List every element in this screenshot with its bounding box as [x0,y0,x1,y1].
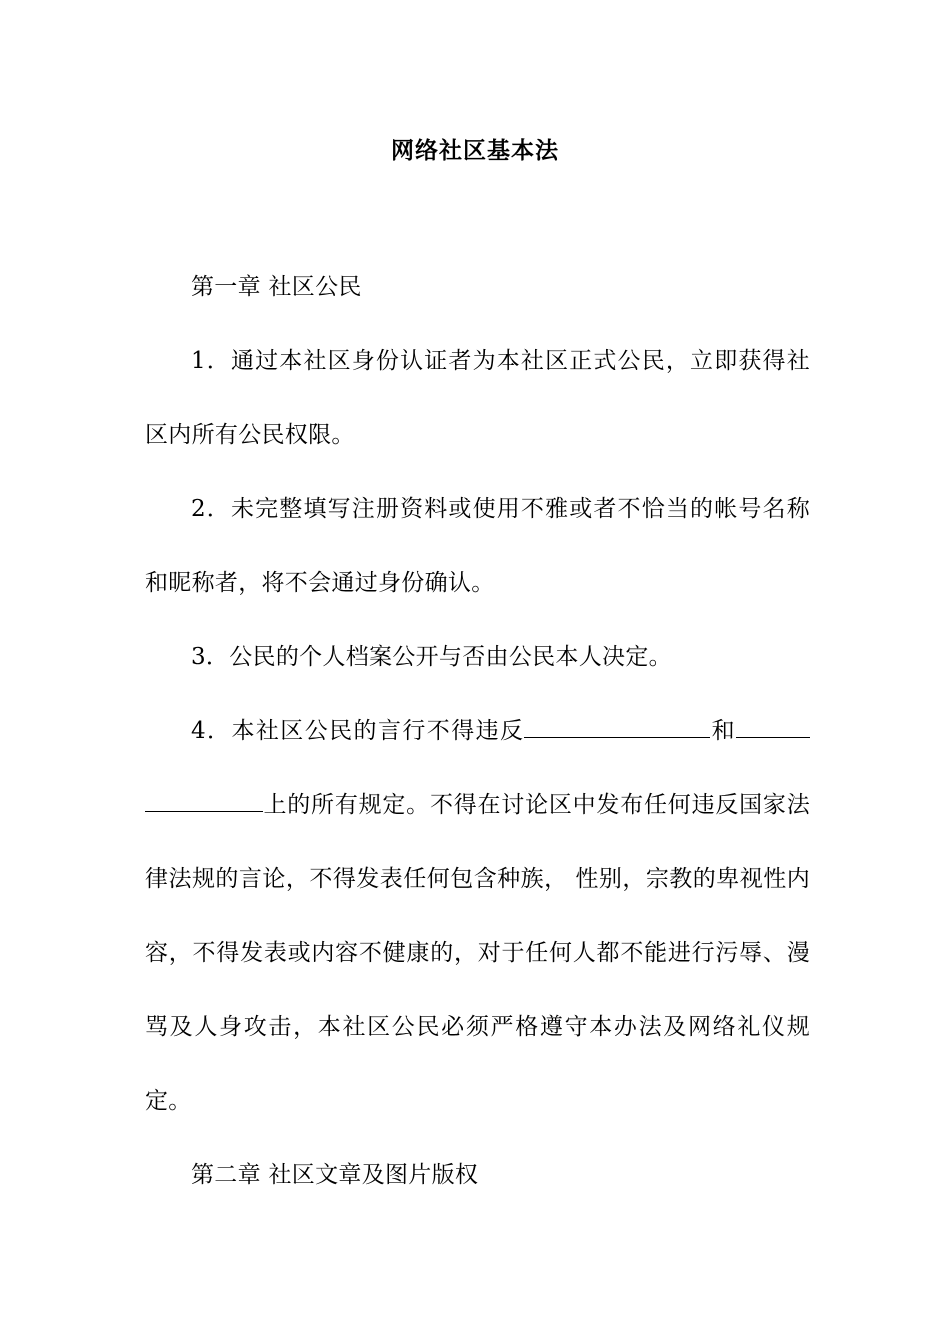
article-item-1: 1．通过本社区身份认证者为本社区正式公民，立即获得社区内所有公民权限。 [145,348,810,448]
article-item-4-suffix: 上的所有规定。不得在讨论区中发布任何违反国家法律法规的言论，不得发表任何包含种族， 性别，宗教的卑视性内容，不得发表或内容不健康的，对于任何人都不能进行污辱、漫骂及人身攻击，本社区公民必须严格遵守本办法及网络礼仪规定。 [145,792,810,1114]
article-item-2: 2．未完整填写注册资料或使用不雅或者不恰当的帐号名称和昵称者，将不会通过身份确认。 [145,496,810,596]
document-title: 网络社区基本法 [391,137,559,164]
article-item-4-and: 和 [710,718,736,744]
chapter-heading-2: 第二章 社区文章及图片版权 [191,1162,479,1188]
fill-blank-2a [736,719,810,738]
document-body [145,250,810,1212]
article-item-4 [145,694,810,1138]
fill-blank-2b [145,793,263,812]
article-item-4-prefix: 4．本社区公民的言行不得违反 [191,718,525,744]
chapter-heading-1: 第一章 社区公民 [191,274,362,300]
fill-blank-1 [524,719,710,738]
article-item-3: 3．公民的个人档案公开与否由公民本人决定。 [191,644,672,670]
